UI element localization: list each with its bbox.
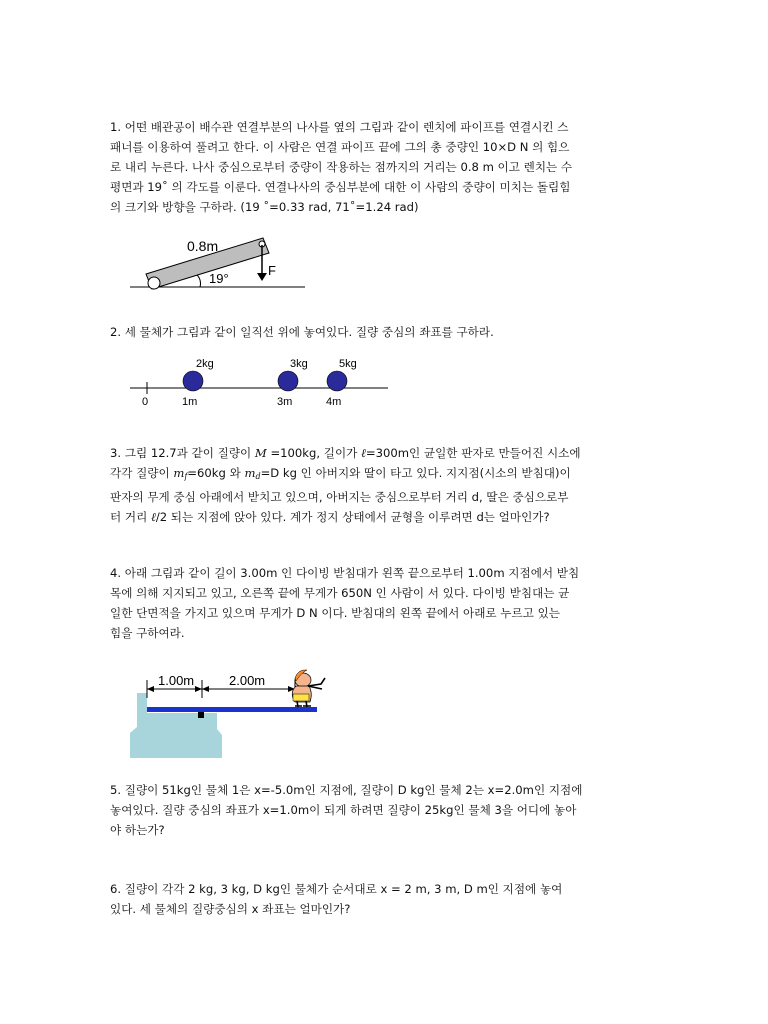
problem-3-line: 판자의 무게 중심 아래에서 받치고 있으며, 아버지는 중심으로부터 거리 d, 딸은 중심으로부 <box>110 490 569 504</box>
problem-5-line: 야 하는가? <box>110 823 165 837</box>
problem-1-line: 의 크기와 방향을 구하라. (19 ˚=0.33 rad, 71˚=1.24 rad) <box>110 200 419 214</box>
text-run: 각각 질량이 <box>110 466 174 480</box>
mass-label: 3kg <box>290 358 308 370</box>
math-symbol: M <box>254 446 267 460</box>
problem-1-line: 로 내리 누른다. 나사 중심으로부터 중량이 작용하는 점까지의 거리는 0.8 m 이고 렌치는 수 <box>110 160 573 174</box>
math-subscript: d <box>255 472 261 481</box>
problem-1-line: 1. 어떤 배관공이 배수관 연결부분의 나사를 옆의 그림과 같이 렌치에 파이프를 연결시킨 스 <box>110 120 569 134</box>
problem-6 <box>110 879 660 919</box>
math-symbol: ℓ <box>150 510 156 524</box>
board-support <box>198 712 204 718</box>
mass-label: 2kg <box>196 358 214 370</box>
dimension-arrowhead <box>202 686 209 692</box>
problem-2-line: 2. 세 물체가 그림과 같이 일직선 위에 놓여있다. 질량 중심의 좌표를 구하라. <box>110 325 494 339</box>
text-run: 터 거리 <box>110 510 151 524</box>
diver-figure <box>292 670 325 707</box>
problem-6-line: 6. 질량이 각각 2 kg, 3 kg, D kg인 물체가 순서대로 x = 2 m, 3 m, D m인 지점에 놓여 <box>110 882 563 896</box>
problem-6-line: 있다. 세 물체의 질량중심의 x 좌표는 얼마인가? <box>110 902 351 916</box>
force-label: F <box>268 263 276 278</box>
origin-label: 0 <box>142 396 149 408</box>
mass-ball <box>327 371 347 391</box>
diving-board <box>147 707 317 712</box>
mass-ball <box>278 371 298 391</box>
diver-shorts <box>293 694 309 701</box>
problem-2 <box>110 322 660 342</box>
problem-3-line <box>110 443 660 463</box>
problem-4-line: 힘을 구하여라. <box>110 626 185 640</box>
text-run: /2 되는 지점에 앉아 있다. 계가 정지 상태에서 균형을 이루려면 d는 얼마인가? <box>155 510 550 524</box>
text-run: =100kg, 길이가 <box>266 446 362 460</box>
angle-arc <box>197 275 201 287</box>
dimension-arrowhead <box>147 686 154 692</box>
math-symbol: ℓ <box>361 446 366 460</box>
text-run: =300m인 균일한 판자로 만들어진 시소에 <box>365 446 581 460</box>
dimension-label: 1.00m <box>158 673 195 688</box>
angle-label: 19° <box>209 271 229 286</box>
problem-3-line <box>110 463 660 487</box>
force-arrowhead <box>257 273 267 281</box>
problem-3-line <box>110 507 660 527</box>
text-run: 3. 그림 12.7과 같이 질량이 <box>110 446 255 460</box>
text-run: =D kg 인 아버지와 딸이 타고 있다. 지지점(시소의 받침대)이 <box>260 466 571 480</box>
wrench-figure <box>125 232 310 294</box>
length-label: 0.8m <box>187 238 219 254</box>
platform-block <box>130 693 222 758</box>
problem-1-line: 평면과 19˚ 의 각도를 이룬다. 연결나사의 중심부분에 대한 이 사람의 중량이 미치는 돌림힘 <box>110 180 571 194</box>
problem-1-line: 패너를 이용하여 풀려고 한다. 이 사람은 연결 파이프 끝에 그의 총 중량인 10×D N 의 힘으 <box>110 140 570 154</box>
position-label: 1m <box>182 396 198 408</box>
math-symbol: m <box>244 466 256 480</box>
position-label: 4m <box>326 396 342 408</box>
pivot-circle <box>148 277 160 289</box>
dimension-label: 2.00m <box>229 673 266 688</box>
problem-4-line: 일한 단면적을 가지고 있으며 무게가 D N 이다. 받침대의 왼쪽 끝에서 아래로 누르고 있는 <box>110 606 560 620</box>
mass-ball <box>183 371 203 391</box>
position-label: 3m <box>277 396 293 408</box>
dimension-arrowhead <box>195 686 202 692</box>
diving-board-figure <box>125 660 330 760</box>
problem-5 <box>110 780 660 840</box>
math-symbol: m <box>173 466 185 480</box>
problem-1 <box>110 117 660 217</box>
problem-5-line: 5. 질량이 51kg인 물체 1은 x=-5.0m인 지점에, 질량이 D kg인 물체 2는 x=2.0m인 지점에 <box>110 783 583 797</box>
problem-4 <box>110 563 660 643</box>
problem-4-line: 4. 아래 그림과 같이 길이 3.00m 인 다이빙 받침대가 왼쪽 끝으로부터 1.00m 지점에서 받침 <box>110 566 580 580</box>
mass-label: 5kg <box>339 358 357 370</box>
problem-3 <box>110 443 660 527</box>
text-run: =60kg 와 <box>187 466 245 480</box>
problem-4-line: 목에 의해 지지되고 있고, 오른쪽 끝에 무게가 650N 인 사람이 서 있다. 다이빙 받침대는 균 <box>110 586 570 600</box>
mass-line-figure <box>130 354 395 410</box>
problem-5-line: 놓여있다. 질량 중심의 좌표가 x=1.0m이 되게 하려면 질량이 25kg인 물체 3을 어디에 놓아 <box>110 803 577 817</box>
math-subscript: f <box>184 472 188 481</box>
